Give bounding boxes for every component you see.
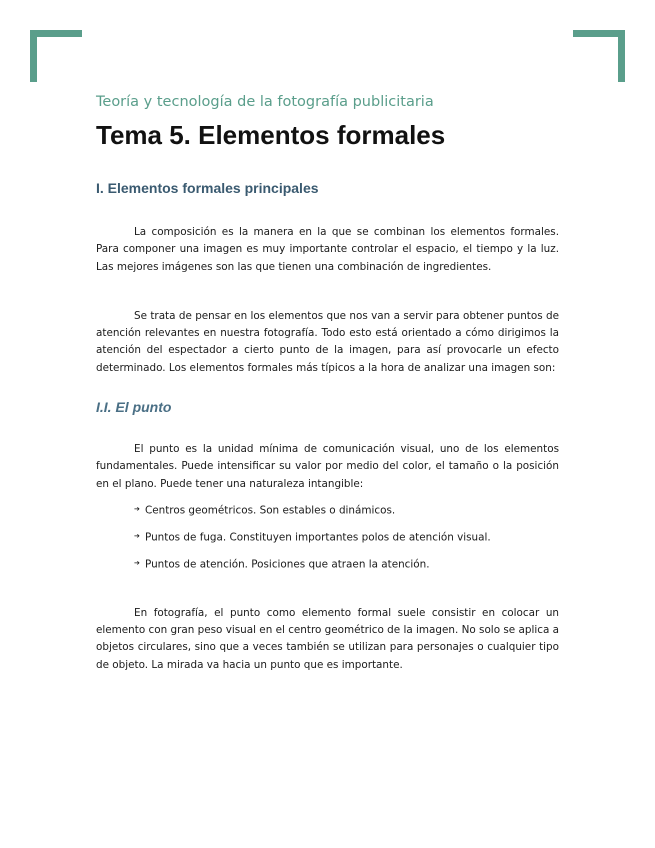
course-subject: Teoría y tecnología de la fotografía publicitaria	[96, 94, 434, 110]
subsection-heading: I.I. El punto	[96, 399, 172, 416]
arrow-icon: ➔	[134, 558, 140, 567]
list-item	[134, 556, 559, 574]
page-content	[96, 90, 559, 674]
paragraph-composition: La composición es la manera en la que se combinan los elementos formales. Para componer una imagen es muy importante controlar el espacio, el tiempo y la luz. Las mejores imágenes son las que tienen una combinación de ingredientes.	[96, 226, 559, 273]
corner-bracket-left	[30, 30, 82, 82]
list-item	[134, 529, 559, 547]
paragraph-attention: Se trata de pensar en los elementos que nos van a servir para obtener puntos de atención relevantes en nuestra fotografía. Todo esto está orientado a cómo dirigimos la atención del espectador a cierto punto de la imagen, para así provocarle un efecto determinado. Los elementos formales más típicos a la hora de analizar una imagen son:	[96, 309, 559, 374]
list-item-text: Puntos de fuga. Constituyen importantes polos de atención visual.	[145, 531, 491, 544]
arrow-icon: ➔	[134, 504, 140, 513]
list-item	[134, 502, 559, 520]
bullet-list	[96, 502, 559, 574]
list-item-text: Centros geométricos. Son estables o dinámicos.	[145, 504, 396, 517]
corner-bracket-right	[573, 30, 625, 82]
paragraph-point-photography: En fotografía, el punto como elemento formal suele consistir en colocar un elemento con gran peso visual en el centro geométrico de la imagen. No solo se aplica a objetos circulares, sino que a veces también se utilizan para personajes o cualquier tipo de objeto. La mirada va hacia un punto que es importante.	[96, 606, 559, 671]
page-title: Tema 5. Elementos formales	[96, 120, 446, 150]
section-heading: I. Elementos formales principales	[96, 180, 319, 196]
paragraph-point-intro: El punto es la unidad mínima de comunicación visual, uno de los elementos fundamentales. Puede intensificar su valor por medio del color, el tamaño o la posición en el plano. Puede tener una naturaleza intangible:	[96, 443, 559, 490]
list-item-text: Puntos de atención. Posiciones que atraen la atención.	[145, 558, 430, 571]
arrow-icon: ➔	[134, 531, 140, 540]
